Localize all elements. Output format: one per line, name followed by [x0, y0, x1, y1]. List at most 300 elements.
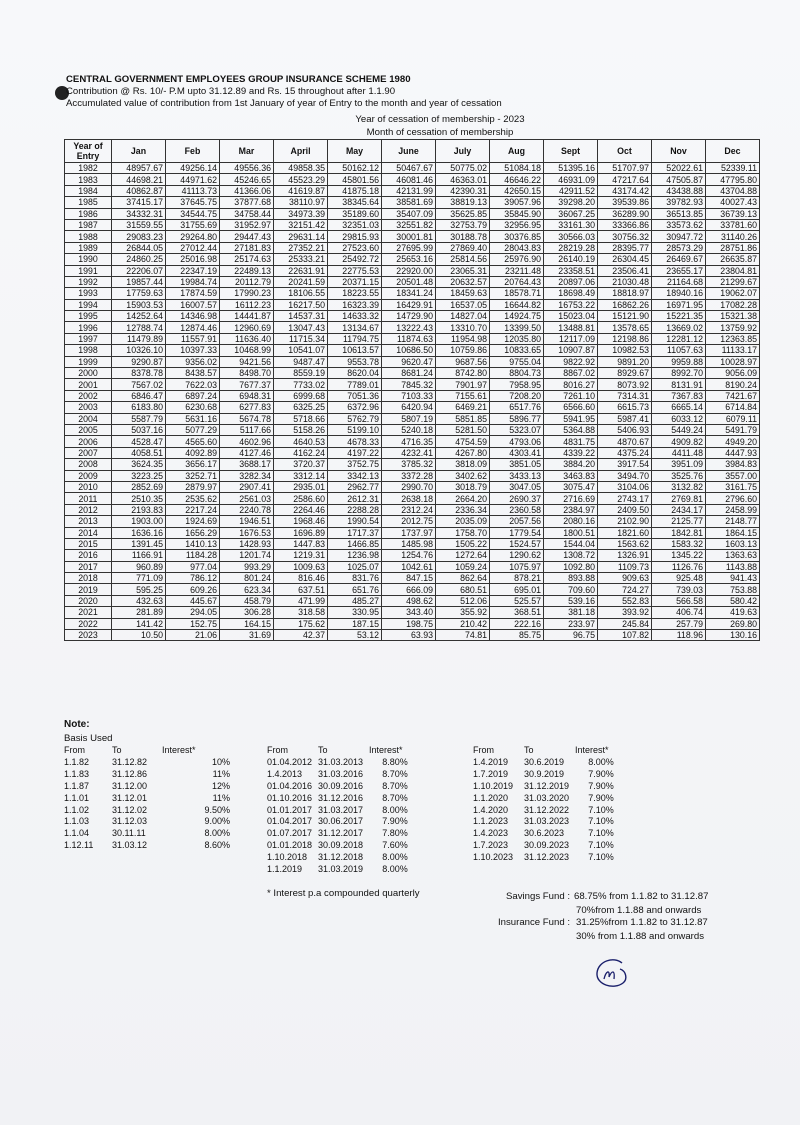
value-cell: 2510.35: [112, 493, 166, 504]
value-cell: 14252.64: [112, 311, 166, 322]
value-cell: 4909.82: [652, 436, 706, 447]
value-cell: 17874.59: [166, 288, 220, 299]
year-cell: 1987: [65, 219, 112, 230]
value-cell: 14924.75: [490, 311, 544, 322]
value-cell: 10326.10: [112, 345, 166, 356]
value-cell: 9421.56: [220, 356, 274, 367]
rate-date-cell: 31.12.03: [112, 816, 148, 827]
rate-date-cell: 1.10.2019: [473, 780, 514, 791]
value-cell: 294.05: [166, 607, 220, 618]
year-cell: 1990: [65, 254, 112, 265]
value-cell: 11954.98: [436, 333, 490, 344]
value-cell: 7051.36: [328, 390, 382, 401]
value-cell: 2102.90: [598, 516, 652, 527]
value-cell: 23358.51: [544, 265, 598, 276]
value-cell: 2743.17: [598, 493, 652, 504]
value-cell: 3494.70: [598, 470, 652, 481]
rate-date-cell: 31.03.2020: [524, 792, 570, 803]
value-cell: 141.42: [112, 618, 166, 629]
rate-date-cell: 31.12.01: [112, 792, 148, 803]
value-cell: 8073.92: [598, 379, 652, 390]
value-cell: 498.62: [382, 595, 436, 606]
table-row: [65, 197, 760, 208]
rate-date-cell: 31.12.86: [112, 768, 148, 779]
value-cell: 18578.71: [490, 288, 544, 299]
column-header-nov: Nov: [652, 140, 706, 163]
value-cell: 14633.32: [328, 311, 382, 322]
value-cell: 1737.97: [382, 527, 436, 538]
rate-header-cell: Interest*: [162, 745, 196, 755]
table-row: [65, 174, 760, 185]
value-cell: 6420.94: [382, 402, 436, 413]
value-cell: 368.51: [490, 607, 544, 618]
value-cell: 22347.19: [166, 265, 220, 276]
value-cell: 9056.09: [706, 368, 760, 379]
value-cell: 10.50: [112, 630, 166, 641]
value-cell: 5281.50: [436, 424, 490, 435]
value-cell: 1821.60: [598, 527, 652, 538]
value-cell: 16007.57: [166, 299, 220, 310]
value-cell: 8131.91: [652, 379, 706, 390]
value-cell: 1758.70: [436, 527, 490, 538]
value-cell: 7789.01: [328, 379, 382, 390]
value-cell: 26140.19: [544, 254, 598, 265]
value-cell: 52339.11: [706, 163, 760, 174]
value-cell: 23065.31: [436, 265, 490, 276]
value-cell: 8559.19: [274, 368, 328, 379]
year-cell: 2013: [65, 516, 112, 527]
value-cell: 1143.88: [706, 561, 760, 572]
rate-date-cell: 31.12.2022: [524, 804, 570, 815]
value-cell: 7208.20: [490, 390, 544, 401]
value-cell: 16537.05: [436, 299, 490, 310]
value-cell: 1391.45: [112, 538, 166, 549]
document-title: CENTRAL GOVERNMENT EMPLOYEES GROUP INSURANCE SCHEME 1980: [66, 74, 411, 85]
value-cell: 26304.45: [598, 254, 652, 265]
value-cell: 39782.93: [652, 197, 706, 208]
rate-row: [64, 757, 230, 769]
value-cell: 41619.87: [274, 185, 328, 196]
rate-date-cell: 1.12.11: [64, 840, 94, 851]
table-row: [65, 459, 760, 470]
value-cell: 187.15: [328, 618, 382, 629]
value-cell: 4162.24: [274, 447, 328, 458]
rate-row: [473, 852, 627, 864]
value-cell: 46646.22: [490, 174, 544, 185]
year-cell: 2016: [65, 550, 112, 561]
value-cell: 30376.85: [490, 231, 544, 242]
value-cell: 8867.02: [544, 368, 598, 379]
year-cell: 2003: [65, 402, 112, 413]
value-cell: 222.16: [490, 618, 544, 629]
value-cell: 30001.81: [382, 231, 436, 242]
value-cell: 18940.16: [652, 288, 706, 299]
value-cell: 15903.53: [112, 299, 166, 310]
value-cell: 6469.21: [436, 402, 490, 413]
value-cell: 432.63: [112, 595, 166, 606]
value-cell: 39057.96: [490, 197, 544, 208]
year-cell: 2009: [65, 470, 112, 481]
value-cell: 381.18: [544, 607, 598, 618]
value-cell: 5941.95: [544, 413, 598, 424]
value-cell: 3282.34: [220, 470, 274, 481]
value-cell: 9687.56: [436, 356, 490, 367]
rate-interest-cell: 7.90%: [588, 792, 614, 803]
value-cell: 1184.28: [166, 550, 220, 561]
value-cell: 5077.29: [166, 424, 220, 435]
table-row: [65, 254, 760, 265]
rate-interest-cell: 11%: [212, 792, 230, 803]
value-cell: 21299.67: [706, 276, 760, 287]
value-cell: 2935.01: [274, 481, 328, 492]
rate-row: [473, 781, 627, 793]
value-cell: 12788.74: [112, 322, 166, 333]
rate-interest-cell: 8.00%: [204, 828, 230, 839]
value-cell: 26469.67: [652, 254, 706, 265]
rate-date-cell: 31.12.2016: [318, 792, 364, 803]
value-cell: 1968.46: [274, 516, 328, 527]
table-header-row: [65, 140, 760, 163]
handwritten-signature: [592, 957, 630, 991]
table-row: [65, 242, 760, 253]
value-cell: 10028.97: [706, 356, 760, 367]
value-cell: 3752.75: [328, 459, 382, 470]
value-cell: 6897.24: [166, 390, 220, 401]
table-row: [65, 413, 760, 424]
value-cell: 14537.31: [274, 311, 328, 322]
value-cell: 2990.70: [382, 481, 436, 492]
rate-date-cell: 01.04.2017: [267, 816, 313, 827]
value-cell: 43438.88: [652, 185, 706, 196]
value-cell: 34332.31: [112, 208, 166, 219]
year-cell: 1995: [65, 311, 112, 322]
value-cell: 406.74: [652, 607, 706, 618]
value-cell: 11715.34: [274, 333, 328, 344]
value-cell: 2879.97: [166, 481, 220, 492]
value-cell: 4678.33: [328, 436, 382, 447]
value-cell: 22631.91: [274, 265, 328, 276]
value-cell: 909.63: [598, 573, 652, 584]
value-cell: 318.58: [274, 607, 328, 618]
value-cell: 46081.46: [382, 174, 436, 185]
value-cell: 6277.83: [220, 402, 274, 413]
table-row: [65, 299, 760, 310]
value-cell: 36289.90: [598, 208, 652, 219]
value-cell: 210.42: [436, 618, 490, 629]
value-cell: 35407.09: [382, 208, 436, 219]
value-cell: 18698.49: [544, 288, 598, 299]
value-cell: 10397.33: [166, 345, 220, 356]
value-cell: 6999.68: [274, 390, 328, 401]
year-cell: 2018: [65, 573, 112, 584]
value-cell: 16112.23: [220, 299, 274, 310]
table-row: [65, 402, 760, 413]
value-cell: 52022.61: [652, 163, 706, 174]
rate-row: [267, 769, 421, 781]
rate-header-cell: From: [267, 745, 288, 755]
value-cell: 130.16: [706, 630, 760, 641]
value-cell: 37645.75: [166, 197, 220, 208]
value-cell: 637.51: [274, 584, 328, 595]
value-cell: 175.62: [274, 618, 328, 629]
value-cell: 11794.75: [328, 333, 382, 344]
value-cell: 878.21: [490, 573, 544, 584]
value-cell: 580.42: [706, 595, 760, 606]
table-row: [65, 584, 760, 595]
table-row: [65, 390, 760, 401]
value-cell: 3463.83: [544, 470, 598, 481]
value-cell: 26844.05: [112, 242, 166, 253]
year-cell: 1991: [65, 265, 112, 276]
value-cell: 28751.86: [706, 242, 760, 253]
value-cell: 42131.99: [382, 185, 436, 196]
value-cell: 3402.62: [436, 470, 490, 481]
value-cell: 35845.90: [490, 208, 544, 219]
rate-interest-cell: 10%: [211, 756, 230, 767]
value-cell: 2612.31: [328, 493, 382, 504]
rate-date-cell: 1.1.2020: [473, 792, 509, 803]
value-cell: 13134.67: [328, 322, 382, 333]
rate-date-cell: 30.09.2016: [318, 780, 364, 791]
column-header-year-of-entry: Year of Entry: [65, 140, 112, 163]
rate-row: [64, 793, 230, 805]
value-cell: 680.51: [436, 584, 490, 595]
table-row: [65, 470, 760, 481]
value-cell: 1717.37: [328, 527, 382, 538]
value-cell: 32956.95: [490, 219, 544, 230]
year-cell: 2022: [65, 618, 112, 629]
rate-date-cell: 1.7.2023: [473, 840, 509, 851]
value-cell: 1485.98: [382, 538, 436, 549]
value-cell: 552.83: [598, 595, 652, 606]
rate-date-cell: 01.07.2017: [267, 828, 313, 839]
value-cell: 355.92: [436, 607, 490, 618]
rate-date-cell: 30.9.2019: [524, 768, 565, 779]
value-cell: 786.12: [166, 573, 220, 584]
year-cell: 1983: [65, 174, 112, 185]
table-row: [65, 163, 760, 174]
value-cell: 7733.02: [274, 379, 328, 390]
value-cell: 3884.20: [544, 459, 598, 470]
rate-date-cell: 1.10.2018: [267, 852, 308, 863]
rate-date-cell: 1.1.82: [64, 756, 90, 767]
value-cell: 925.48: [652, 573, 706, 584]
year-cell: 2010: [65, 481, 112, 492]
value-cell: 8620.04: [328, 368, 382, 379]
value-cell: 512.06: [436, 595, 490, 606]
value-cell: 10833.65: [490, 345, 544, 356]
value-cell: 2125.77: [652, 516, 706, 527]
value-cell: 2409.50: [598, 504, 652, 515]
value-cell: 27523.60: [328, 242, 382, 253]
table-row: [65, 630, 760, 641]
value-cell: 5987.41: [598, 413, 652, 424]
rate-date-cell: 31.12.02: [112, 804, 148, 815]
value-cell: 2458.99: [706, 504, 760, 515]
value-cell: 19062.07: [706, 288, 760, 299]
cessation-year-label: Year of cessation of membership - 2023: [355, 114, 525, 125]
table-row: [65, 527, 760, 538]
value-cell: 3656.17: [166, 459, 220, 470]
value-cell: 5406.93: [598, 424, 652, 435]
value-cell: 1272.64: [436, 550, 490, 561]
value-cell: 1092.80: [544, 561, 598, 572]
value-cell: 22920.00: [382, 265, 436, 276]
rate-date-cell: 31.03.2017: [318, 804, 364, 815]
rate-date-cell: 30.09.2018: [318, 840, 364, 851]
value-cell: 25174.63: [220, 254, 274, 265]
value-cell: 19984.74: [166, 276, 220, 287]
rate-interest-cell: 8.00%: [588, 756, 614, 767]
rate-date-cell: 31.12.82: [112, 756, 148, 767]
accumulated-value-line: Accumulated value of contribution from 1st January of year of Entry to the month and year of cessation: [66, 98, 502, 109]
value-cell: 32551.82: [382, 219, 436, 230]
value-cell: 3818.09: [436, 459, 490, 470]
value-cell: 15221.35: [652, 311, 706, 322]
value-cell: 11479.89: [112, 333, 166, 344]
value-cell: 9755.04: [490, 356, 544, 367]
value-cell: 1656.29: [166, 527, 220, 538]
value-cell: 8681.24: [382, 368, 436, 379]
value-cell: 26635.87: [706, 254, 760, 265]
value-cell: 1636.16: [112, 527, 166, 538]
rate-row: [267, 781, 421, 793]
rate-date-cell: 31.03.2013: [318, 756, 364, 767]
value-cell: 21.06: [166, 630, 220, 641]
value-cell: 709.60: [544, 584, 598, 595]
value-cell: 85.75: [490, 630, 544, 641]
value-cell: 33781.60: [706, 219, 760, 230]
value-cell: 23655.17: [652, 265, 706, 276]
value-cell: 2690.37: [490, 493, 544, 504]
rate-header-cell: To: [112, 745, 122, 755]
value-cell: 4058.51: [112, 447, 166, 458]
value-cell: 43704.88: [706, 185, 760, 196]
interest-rate-table-2: [267, 745, 421, 876]
value-cell: 164.15: [220, 618, 274, 629]
value-cell: 739.03: [652, 584, 706, 595]
rate-date-cell: 01.01.2018: [267, 840, 313, 851]
rate-row: [473, 828, 627, 840]
value-cell: 485.27: [328, 595, 382, 606]
value-cell: 1428.93: [220, 538, 274, 549]
value-cell: 3917.54: [598, 459, 652, 470]
value-cell: 4716.35: [382, 436, 436, 447]
table-row: [65, 618, 760, 629]
year-cell: 2011: [65, 493, 112, 504]
rate-row: [267, 816, 421, 828]
rate-date-cell: 30.11.11: [112, 828, 146, 839]
value-cell: 6230.68: [166, 402, 220, 413]
value-cell: 3624.35: [112, 459, 166, 470]
value-cell: 1563.62: [598, 538, 652, 549]
value-cell: 36513.85: [652, 208, 706, 219]
value-cell: 666.09: [382, 584, 436, 595]
value-cell: 45801.56: [328, 174, 382, 185]
value-cell: 30188.78: [436, 231, 490, 242]
table-row: [65, 550, 760, 561]
value-cell: 18459.63: [436, 288, 490, 299]
value-cell: 2288.28: [328, 504, 382, 515]
value-cell: 13488.81: [544, 322, 598, 333]
value-cell: 281.89: [112, 607, 166, 618]
value-cell: 9290.87: [112, 356, 166, 367]
value-cell: 7367.83: [652, 390, 706, 401]
year-cell: 1994: [65, 299, 112, 310]
value-cell: 5158.26: [274, 424, 328, 435]
rate-interest-cell: 8.60%: [204, 840, 230, 851]
value-cell: 6372.96: [328, 402, 382, 413]
year-cell: 1985: [65, 197, 112, 208]
value-cell: 23804.81: [706, 265, 760, 276]
year-cell: 1996: [65, 322, 112, 333]
value-cell: 4303.41: [490, 447, 544, 458]
value-cell: 17990.23: [220, 288, 274, 299]
rate-date-cell: 1.4.2023: [473, 828, 509, 839]
value-cell: 9553.78: [328, 356, 382, 367]
value-cell: 2312.24: [382, 504, 436, 515]
value-cell: 1583.32: [652, 538, 706, 549]
year-cell: 2001: [65, 379, 112, 390]
table-row: [65, 424, 760, 435]
table-row: [65, 573, 760, 584]
value-cell: 6615.73: [598, 402, 652, 413]
value-cell: 24860.25: [112, 254, 166, 265]
rate-row: [64, 816, 230, 828]
year-cell: 2021: [65, 607, 112, 618]
value-cell: 48957.67: [112, 163, 166, 174]
value-cell: 6325.25: [274, 402, 328, 413]
column-header-oct: Oct: [598, 140, 652, 163]
column-header-jan: Jan: [112, 140, 166, 163]
value-cell: 2561.03: [220, 493, 274, 504]
value-cell: 330.95: [328, 607, 382, 618]
value-cell: 525.57: [490, 595, 544, 606]
value-cell: 12035.80: [490, 333, 544, 344]
value-cell: 16323.39: [328, 299, 382, 310]
rate-row: [64, 828, 230, 840]
table-row: [65, 208, 760, 219]
value-cell: 16971.95: [652, 299, 706, 310]
rate-row: [64, 769, 230, 781]
value-cell: 7958.95: [490, 379, 544, 390]
value-cell: 22489.13: [220, 265, 274, 276]
value-cell: 40862.87: [112, 185, 166, 196]
value-cell: 2907.41: [220, 481, 274, 492]
insurance-fund-line-2: 30% from 1.1.88 and onwards: [576, 931, 704, 942]
value-cell: 1864.15: [706, 527, 760, 538]
value-cell: 4339.22: [544, 447, 598, 458]
value-cell: 27012.44: [166, 242, 220, 253]
value-cell: 306.28: [220, 607, 274, 618]
value-cell: 42650.15: [490, 185, 544, 196]
value-cell: 445.67: [166, 595, 220, 606]
interest-rate-table-1: [64, 745, 230, 852]
value-cell: 35625.85: [436, 208, 490, 219]
rate-row: [64, 781, 230, 793]
value-cell: 3372.28: [382, 470, 436, 481]
value-cell: 36067.25: [544, 208, 598, 219]
value-cell: 3525.76: [652, 470, 706, 481]
value-cell: 198.75: [382, 618, 436, 629]
value-cell: 74.81: [436, 630, 490, 641]
value-cell: 5449.24: [652, 424, 706, 435]
value-cell: 1308.72: [544, 550, 598, 561]
value-cell: 8992.70: [652, 368, 706, 379]
rate-header-row: [267, 745, 421, 757]
rate-row: [473, 769, 627, 781]
value-cell: 14346.98: [166, 311, 220, 322]
